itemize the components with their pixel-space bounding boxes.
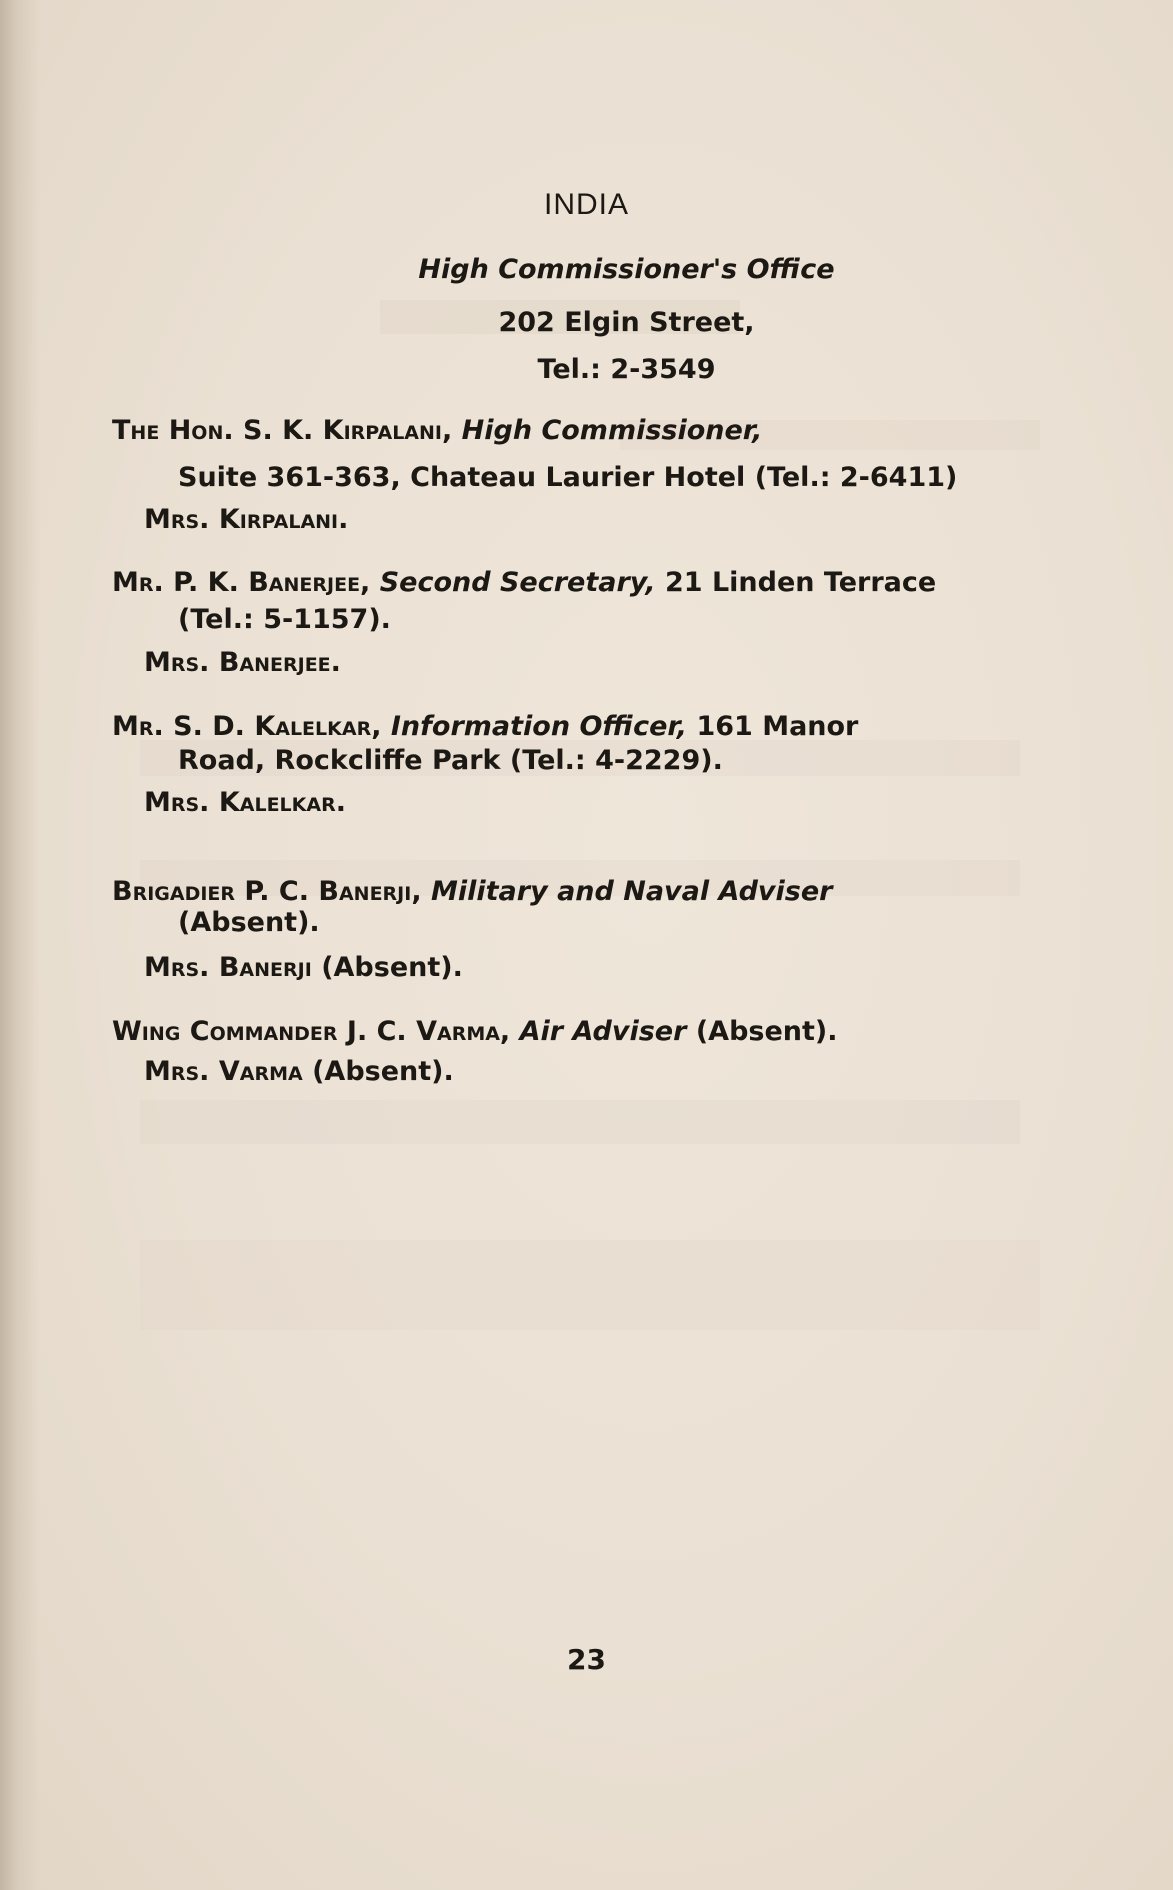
entry-status: (Absent).	[178, 907, 320, 938]
entry-spouse: Mrs. Banerji	[144, 952, 312, 983]
entry-line	[112, 711, 858, 742]
entry-name: Mr. S. D. Kalelkar,	[112, 711, 382, 742]
entry-line	[112, 415, 762, 446]
entry-title: Second Secretary,	[379, 567, 656, 598]
entry-address-cont: Road, Rockcliffe Park (Tel.: 4-2229).	[178, 745, 723, 776]
bleed-through-shade	[140, 1240, 1040, 1330]
entry-spouse-line	[144, 1056, 454, 1087]
entry-name: Brigadier P. C. Banerji,	[112, 876, 422, 907]
entry-line	[112, 567, 936, 598]
page-number: 23	[567, 1643, 606, 1676]
bleed-through-shade	[140, 1100, 1020, 1144]
entry-title: High Commissioner,	[461, 415, 763, 446]
entry-title: Military and Naval Adviser	[431, 876, 833, 907]
country-heading: INDIA	[543, 188, 629, 221]
entry-spouse: Mrs. Banerjee.	[144, 647, 341, 678]
office-street: 202 Elgin Street,	[498, 307, 755, 338]
entry-spouse: Mrs. Kalelkar.	[144, 787, 346, 818]
entry-address: Suite 361-363, Chateau Laurier Hotel (Tel.: 2-6411)	[178, 462, 958, 493]
office-heading: High Commissioner's Office	[418, 254, 835, 285]
entry-address: 161 Manor	[696, 711, 859, 742]
entry-name: The Hon. S. K. Kirpalani,	[112, 415, 453, 446]
entry-name: Mr. P. K. Banerjee,	[112, 567, 371, 598]
entry-line	[112, 876, 832, 907]
entry-name: Wing Commander J. C. Varma,	[112, 1016, 511, 1047]
entry-title: Information Officer,	[390, 711, 688, 742]
entry-line	[112, 1016, 838, 1047]
entry-spouse-line	[144, 952, 463, 983]
spine-shadow	[0, 0, 40, 1890]
entry-title: Air Adviser	[519, 1016, 687, 1047]
entry-status: (Absent).	[695, 1016, 838, 1047]
entry-address-cont: (Tel.: 5-1157).	[178, 604, 391, 635]
entry-spouse: Mrs. Kirpalani.	[144, 504, 349, 535]
entry-address: 21 Linden Terrace	[664, 567, 937, 598]
entry-spouse-status: (Absent).	[312, 1056, 454, 1087]
entry-spouse-status: (Absent).	[321, 952, 463, 983]
office-telephone: Tel.: 2-3549	[537, 354, 716, 385]
entry-spouse: Mrs. Varma	[144, 1056, 303, 1087]
